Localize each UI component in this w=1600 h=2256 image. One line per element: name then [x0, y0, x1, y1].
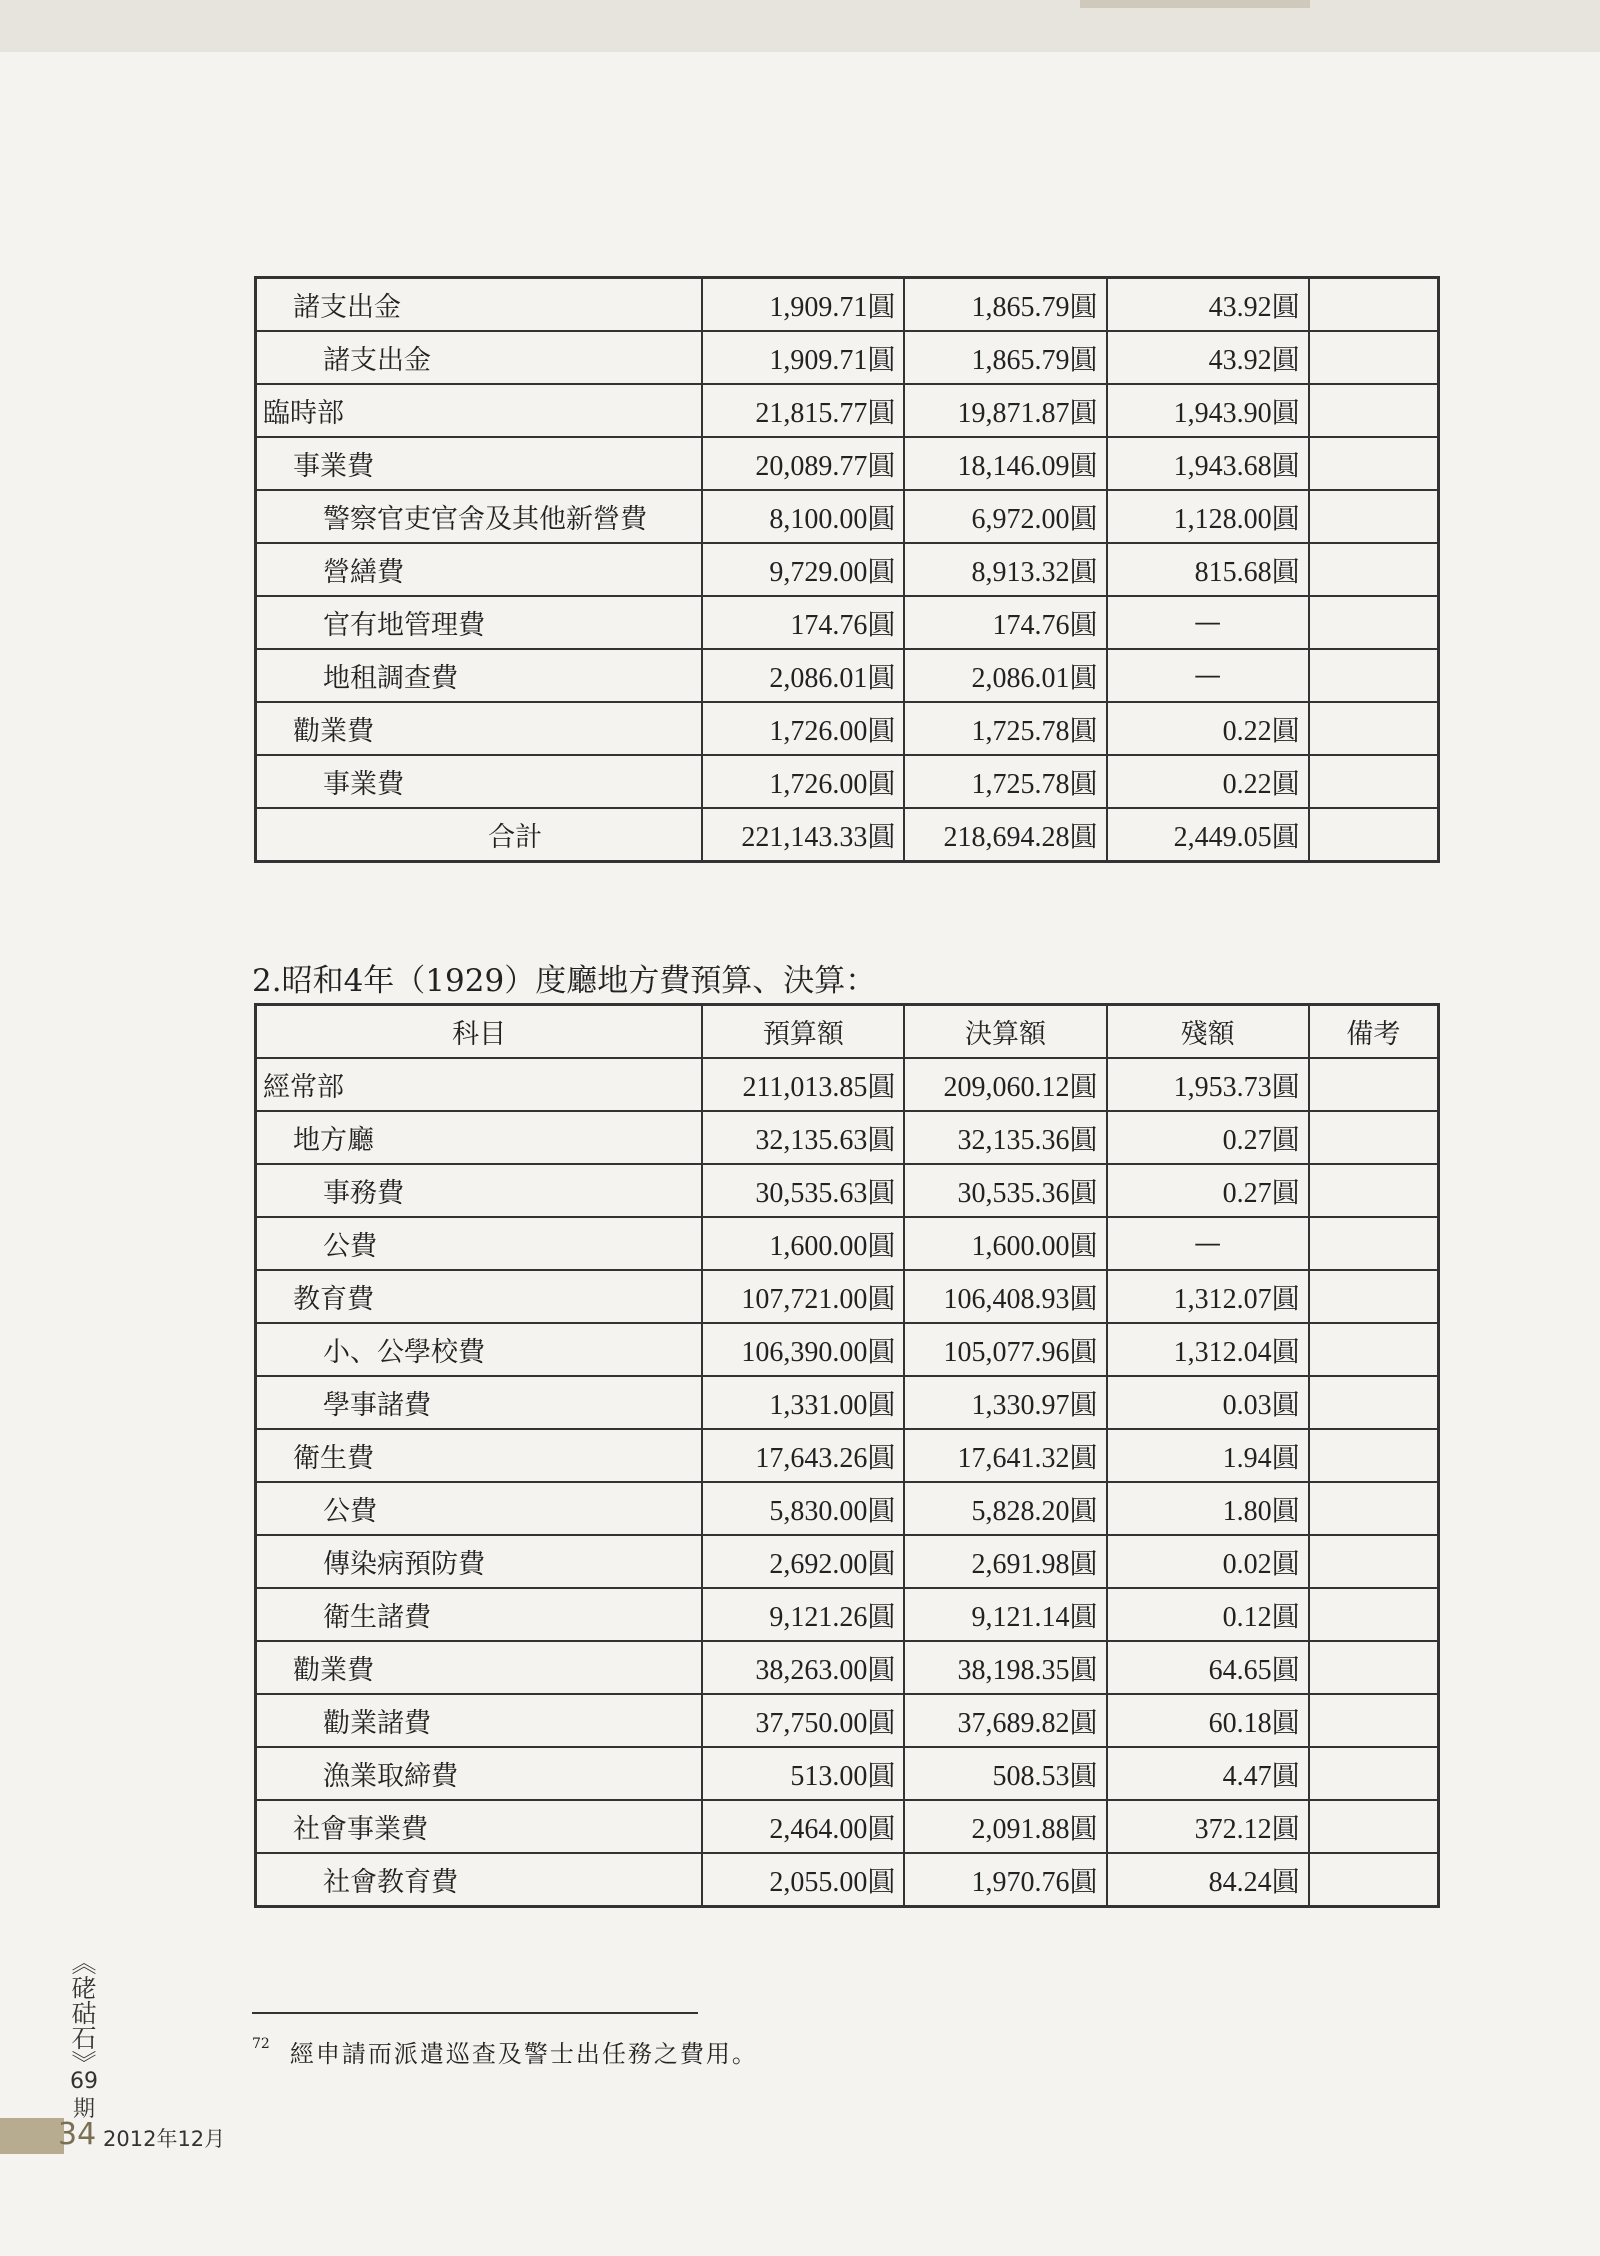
- actual-value: 6,972.00圓: [904, 490, 1106, 543]
- budget-value: 2,086.01圓: [702, 649, 904, 702]
- table-row: [256, 596, 1439, 649]
- actual-value: 2,691.98圓: [904, 1535, 1106, 1588]
- item-label: 漁業取締費: [256, 1747, 703, 1800]
- item-label: 事業費: [256, 755, 703, 808]
- budget-value: 9,121.26圓: [702, 1588, 904, 1641]
- table-row: [256, 649, 1439, 702]
- balance-value: —: [1107, 596, 1309, 649]
- balance-value: 43.92圓: [1107, 331, 1309, 384]
- table-row: [256, 1111, 1439, 1164]
- item-label: 警察官吏官舍及其他新營費: [256, 490, 703, 543]
- table-row: [256, 1535, 1439, 1588]
- table-row: [256, 1323, 1439, 1376]
- note-cell: [1309, 1535, 1439, 1588]
- note-cell: [1309, 490, 1439, 543]
- budget-value: 9,729.00圓: [702, 543, 904, 596]
- table-row: [256, 1429, 1439, 1482]
- note-cell: [1309, 384, 1439, 437]
- actual-value: 1,330.97圓: [904, 1376, 1106, 1429]
- table-row: [256, 1058, 1439, 1111]
- actual-value: 1,725.78圓: [904, 702, 1106, 755]
- note-cell: [1309, 755, 1439, 808]
- budget-value: 174.76圓: [702, 596, 904, 649]
- footnote-marker: 72: [252, 2036, 270, 2052]
- note-cell: [1309, 1058, 1439, 1111]
- note-cell: [1309, 1853, 1439, 1907]
- budget-value: 1,331.00圓: [702, 1376, 904, 1429]
- item-label: 勸業諸費: [256, 1694, 703, 1747]
- header-row: [256, 1005, 1439, 1059]
- table-row: [256, 331, 1439, 384]
- table-row: [256, 1376, 1439, 1429]
- header-subject: 科目: [256, 1005, 703, 1059]
- table-row: [256, 1800, 1439, 1853]
- balance-value: 0.12圓: [1107, 1588, 1309, 1641]
- header-actual: 決算額: [904, 1005, 1106, 1059]
- note-cell: [1309, 596, 1439, 649]
- balance-value: 1,128.00圓: [1107, 490, 1309, 543]
- table-row: [256, 384, 1439, 437]
- balance-value: 815.68圓: [1107, 543, 1309, 596]
- table-row: [256, 702, 1439, 755]
- actual-value: 5,828.20圓: [904, 1482, 1106, 1535]
- actual-value: 9,121.14圓: [904, 1588, 1106, 1641]
- balance-value: 1,312.04圓: [1107, 1323, 1309, 1376]
- note-cell: [1309, 649, 1439, 702]
- actual-value: 1,970.76圓: [904, 1853, 1106, 1907]
- item-label: 社會教育費: [256, 1853, 703, 1907]
- balance-value: 372.12圓: [1107, 1800, 1309, 1853]
- budget-table-continued: [254, 276, 1440, 863]
- total-row: [256, 808, 1439, 862]
- item-label: 地方廳: [256, 1111, 703, 1164]
- table-row: [256, 1270, 1439, 1323]
- journal-name: 《硓𥑮石》: [68, 1950, 97, 2075]
- item-label: 諸支出金: [256, 278, 703, 332]
- footnote-text: 經申請而派遣巡查及警士出任務之費用。: [289, 2040, 758, 2068]
- item-label: 傳染病預防費: [256, 1535, 703, 1588]
- actual-value: 30,535.36圓: [904, 1164, 1106, 1217]
- actual-value: 1,865.79圓: [904, 278, 1106, 332]
- balance-value: 1.80圓: [1107, 1482, 1309, 1535]
- section-title: 2.昭和4年（1929）度廳地方費預算、決算：: [252, 963, 877, 999]
- actual-value: 209,060.12圓: [904, 1058, 1106, 1111]
- budget-value: 1,909.71圓: [702, 278, 904, 332]
- balance-value: 1.94圓: [1107, 1429, 1309, 1482]
- actual-value: 1,725.78圓: [904, 755, 1106, 808]
- note-cell: [1309, 1270, 1439, 1323]
- budget-value: 37,750.00圓: [702, 1694, 904, 1747]
- actual-value: 18,146.09圓: [904, 437, 1106, 490]
- journal-issue: [70, 2068, 98, 2124]
- footnote: [252, 2034, 758, 2069]
- budget-value: 513.00圓: [702, 1747, 904, 1800]
- actual-value: 38,198.35圓: [904, 1641, 1106, 1694]
- note-cell: [1309, 437, 1439, 490]
- table-row: [256, 1482, 1439, 1535]
- budget-value: 1,726.00圓: [702, 702, 904, 755]
- table-row: [256, 1694, 1439, 1747]
- budget-value: 21,815.77圓: [702, 384, 904, 437]
- table-row: [256, 490, 1439, 543]
- balance-value: 0.27圓: [1107, 1164, 1309, 1217]
- balance-value: 60.18圓: [1107, 1694, 1309, 1747]
- item-label: 勸業費: [256, 702, 703, 755]
- item-label: 諸支出金: [256, 331, 703, 384]
- balance-value: 43.92圓: [1107, 278, 1309, 332]
- budget-value: 107,721.00圓: [702, 1270, 904, 1323]
- note-cell: [1309, 1376, 1439, 1429]
- page-number: 34: [58, 2117, 97, 2152]
- item-label: 衛生諸費: [256, 1588, 703, 1641]
- budget-value: 30,535.63圓: [702, 1164, 904, 1217]
- table-row: [256, 1588, 1439, 1641]
- header-balance: 殘額: [1107, 1005, 1309, 1059]
- item-label: 社會事業費: [256, 1800, 703, 1853]
- balance-value: 0.22圓: [1107, 702, 1309, 755]
- balance-value: 1,943.68圓: [1107, 437, 1309, 490]
- balance-value: —: [1107, 649, 1309, 702]
- table-row: [256, 1853, 1439, 1907]
- actual-value: 218,694.28圓: [904, 808, 1106, 862]
- table-row: [256, 755, 1439, 808]
- item-label: 衛生費: [256, 1429, 703, 1482]
- budget-value: 32,135.63圓: [702, 1111, 904, 1164]
- item-label: 小、公學校費: [256, 1323, 703, 1376]
- item-label: 學事諸費: [256, 1376, 703, 1429]
- table-row: [256, 1164, 1439, 1217]
- note-cell: [1309, 702, 1439, 755]
- issue-unit: 期: [72, 2097, 95, 2122]
- balance-value: 0.27圓: [1107, 1111, 1309, 1164]
- balance-value: 64.65圓: [1107, 1641, 1309, 1694]
- note-cell: [1309, 1694, 1439, 1747]
- note-cell: [1309, 1429, 1439, 1482]
- budget-value: 1,909.71圓: [702, 331, 904, 384]
- total-label: 合計: [256, 808, 703, 862]
- budget-value: 2,055.00圓: [702, 1853, 904, 1907]
- item-label: 經常部: [256, 1058, 703, 1111]
- table-row: [256, 1747, 1439, 1800]
- item-label: 事業費: [256, 437, 703, 490]
- budget-value: 1,726.00圓: [702, 755, 904, 808]
- balance-value: 0.03圓: [1107, 1376, 1309, 1429]
- actual-value: 174.76圓: [904, 596, 1106, 649]
- actual-value: 8,913.32圓: [904, 543, 1106, 596]
- balance-value: 0.22圓: [1107, 755, 1309, 808]
- balance-value: 2,449.05圓: [1107, 808, 1309, 862]
- actual-value: 1,865.79圓: [904, 331, 1106, 384]
- actual-value: 2,091.88圓: [904, 1800, 1106, 1853]
- balance-value: —: [1107, 1217, 1309, 1270]
- issue-number: 69: [70, 2069, 98, 2094]
- balance-value: 84.24圓: [1107, 1853, 1309, 1907]
- budget-value: 17,643.26圓: [702, 1429, 904, 1482]
- item-label: 事務費: [256, 1164, 703, 1217]
- actual-value: 17,641.32圓: [904, 1429, 1106, 1482]
- note-cell: [1309, 1482, 1439, 1535]
- actual-value: 106,408.93圓: [904, 1270, 1106, 1323]
- item-label: 公費: [256, 1217, 703, 1270]
- item-label: 地租調查費: [256, 649, 703, 702]
- page-top-mark: [1080, 0, 1310, 8]
- note-cell: [1309, 331, 1439, 384]
- item-label: 公費: [256, 1482, 703, 1535]
- item-label: 營繕費: [256, 543, 703, 596]
- page-number-band: [0, 2118, 64, 2154]
- actual-value: 37,689.82圓: [904, 1694, 1106, 1747]
- balance-value: 0.02圓: [1107, 1535, 1309, 1588]
- actual-value: 105,077.96圓: [904, 1323, 1106, 1376]
- publication-date: 2012年12月: [103, 2127, 226, 2151]
- actual-value: 32,135.36圓: [904, 1111, 1106, 1164]
- note-cell: [1309, 1164, 1439, 1217]
- note-cell: [1309, 1111, 1439, 1164]
- note-cell: [1309, 1800, 1439, 1853]
- note-cell: [1309, 1641, 1439, 1694]
- item-label: 教育費: [256, 1270, 703, 1323]
- actual-value: 2,086.01圓: [904, 649, 1106, 702]
- table-row: [256, 278, 1439, 332]
- budget-value: 2,464.00圓: [702, 1800, 904, 1853]
- balance-value: 4.47圓: [1107, 1747, 1309, 1800]
- table-row: [256, 543, 1439, 596]
- budget-value: 5,830.00圓: [702, 1482, 904, 1535]
- note-cell: [1309, 1323, 1439, 1376]
- note-cell: [1309, 278, 1439, 332]
- balance-value: 1,312.07圓: [1107, 1270, 1309, 1323]
- actual-value: 19,871.87圓: [904, 384, 1106, 437]
- budget-value: 38,263.00圓: [702, 1641, 904, 1694]
- header-budget: 預算額: [702, 1005, 904, 1059]
- budget-value: 8,100.00圓: [702, 490, 904, 543]
- table-row: [256, 1641, 1439, 1694]
- budget-value: 20,089.77圓: [702, 437, 904, 490]
- item-label: 臨時部: [256, 384, 703, 437]
- note-cell: [1309, 1217, 1439, 1270]
- note-cell: [1309, 1588, 1439, 1641]
- budget-table-1929: [254, 1003, 1440, 1908]
- budget-value: 2,692.00圓: [702, 1535, 904, 1588]
- page-top-band: [0, 0, 1600, 52]
- budget-value: 221,143.33圓: [702, 808, 904, 862]
- budget-value: 106,390.00圓: [702, 1323, 904, 1376]
- note-cell: [1309, 543, 1439, 596]
- table-row: [256, 1217, 1439, 1270]
- note-cell: [1309, 808, 1439, 862]
- footnote-divider: [252, 2012, 698, 2014]
- note-cell: [1309, 1747, 1439, 1800]
- budget-value: 1,600.00圓: [702, 1217, 904, 1270]
- item-label: 勸業費: [256, 1641, 703, 1694]
- table-row: [256, 437, 1439, 490]
- budget-value: 211,013.85圓: [702, 1058, 904, 1111]
- balance-value: 1,953.73圓: [1107, 1058, 1309, 1111]
- header-note: 備考: [1309, 1005, 1439, 1059]
- item-label: 官有地管理費: [256, 596, 703, 649]
- actual-value: 1,600.00圓: [904, 1217, 1106, 1270]
- actual-value: 508.53圓: [904, 1747, 1106, 1800]
- balance-value: 1,943.90圓: [1107, 384, 1309, 437]
